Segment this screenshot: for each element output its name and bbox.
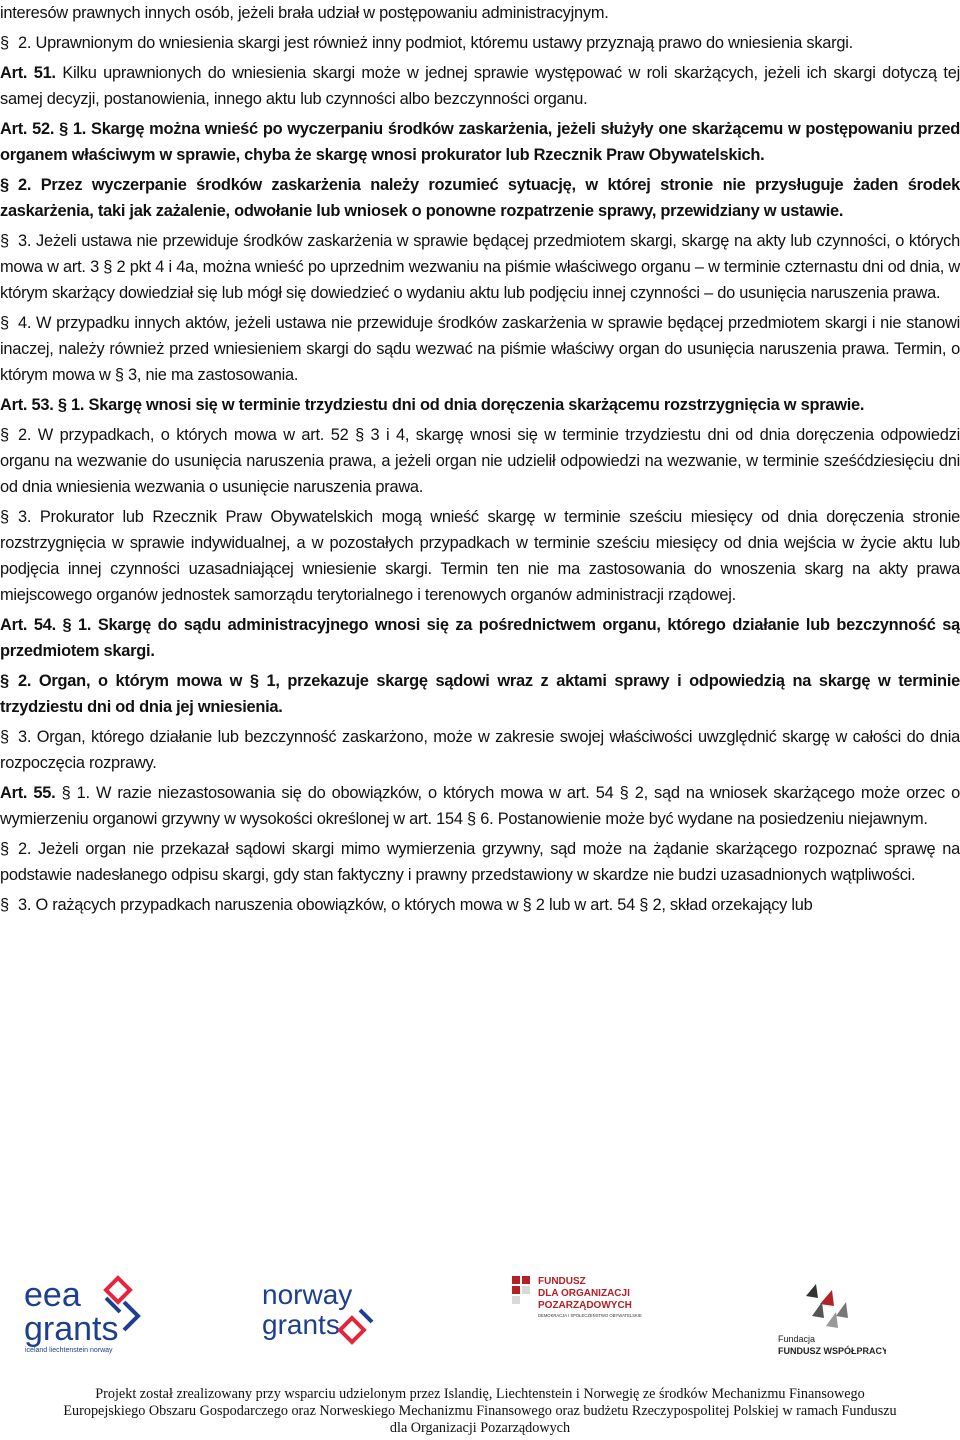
eea-logo-line2: grants [24,1310,119,1348]
fundusz-line3: POZARZĄDOWYCH [538,1300,632,1311]
paragraph-text: Skargę można wnieść po wyczerpaniu środków zaskarżenia, jeżeli służyły one skarżącemu w postępowaniu przed organem właściwym w sprawie, chyba że skargę wnosi prokurator lub Rzecznik Praw Obywatelskich. [0,120,960,164]
paragraph-prefix: 2. [18,672,32,690]
norway-logo-line2: grants [262,1309,340,1340]
paragraph-prefix: Art. 52. § 1. [0,120,87,138]
section-sign: § [0,34,9,52]
fundacja-arrows-icon [806,1284,848,1328]
section-sign: § [0,426,9,444]
norway-logo-line1: norway [262,1279,353,1310]
footer-line: Europejskiego Obszaru Gospodarczego oraz Norweskiego Mechanizmu Finansowego oraz budżetu Rzeczypospolitej Polskiej w ramach Funduszu [63,1403,897,1419]
eea-grants-logo [22,1270,152,1354]
paragraph-text: Skargę do sądu administracyjnego wnosi się za pośrednictwem organu, którego działanie lub bezczynność są przedmiotem skargi. [0,616,960,660]
paragraph-text: Jeżeli ustawa nie przewiduje środków zaskarżenia w sprawie będącej przedmiotem skargi, skargę na akty lub czynności, o których mowa w art. 3 § 2 pkt 4 i 4a, można wnieść po uprzednim wezwaniu na piśmie właściwego organu – w terminie czternastu dni od dnia, w którym skarżący dowiedział się lub mógł się dowiedzieć o wydaniu aktu lub podjęciu innej czynności – do usunięcia naruszenia prawa. [0,232,960,302]
paragraph-text: W przypadku innych aktów, jeżeli ustawa nie przewiduje środków zaskarżenia w sprawie będącej przedmiotem skargi i nie stanowi inaczej, należy również przed wniesieniem skargi do sądu wezwać na piśmie właściwy organ do usunięcia naruszenia prawa. Termin, o którym mowa w § 3, nie ma zastosowania. [0,314,960,384]
paragraph-prefix: 2. [18,426,32,444]
paragraph-text: Organ, o którym mowa w § 1, przekazuje skargę sądowi wraz z aktami sprawy i odpowiedzią na skargę w terminie trzydziestu dni od dnia jej wniesienia. [0,672,960,716]
paragraph-text: O rażących przypadkach naruszenia obowiązków, o których mowa w § 2 lub w art. 54 § 2, skład orzekający lub [35,896,813,914]
section-sign: § [0,232,9,250]
paragraph [0,60,960,112]
sponsor-logos [0,1270,960,1370]
paragraph-prefix: 3. [18,232,32,250]
section-sign: § [0,508,9,526]
paragraph [0,422,960,500]
fundacja-line1: Fundacja [778,1334,816,1344]
paragraph [0,172,960,224]
paragraph-text: Prokurator lub Rzecznik Praw Obywatelskich mogą wnieść skargę w terminie sześciu miesięcy od dnia doręczenia stronie rozstrzygnięcia w sprawie indywidualnej, a w pozostałych przypadkach w terminie sześciu miesięcy od dnia wejścia w życie aktu lub podjęcia innej czynności uzasadniającej wniesienie skargi. Termin ten nie ma zastosowania do wnoszenia skarg na akty prawa miejscowego organów jednostek samorządu terytorialnego i terenowych organów administracji rządowej. [0,508,960,604]
fundusz-line1: FUNDUSZ [538,1276,586,1287]
paragraph: interesów prawnych innych osób, jeżeli brała udział w postępowaniu administracyjnym. [0,4,609,22]
paragraph-prefix: Art. 51. [0,64,56,82]
paragraph [0,392,960,418]
paragraph-prefix: 2. [18,176,32,194]
paragraph [0,892,960,918]
section-sign: § [0,896,9,914]
eea-logo-line1: eea [24,1276,81,1314]
paragraph-prefix: Art. 55. [0,784,56,802]
fundusz-sub: DEMOKRACJA I SPOŁECZEŃSTWO OBYWATELSKIE [538,1313,642,1318]
paragraph-text: W przypadkach, o których mowa w art. 52 § 3 i 4, skargę wnosi się w terminie trzydziestu dni od dnia doręczenia odpowiedzi organu na wezwanie do usunięcia naruszenia prawa, a jeżeli organ nie udzielił odpowiedzi na wezwanie, w terminie sześćdziesięciu dni od dnia wniesienia wezwania o usunięcie naruszenia prawa. [0,426,960,496]
paragraph-text: Przez wyczerpanie środków zaskarżenia należy rozumieć sytuację, w której stronie nie przysługuje żaden środek zaskarżenia, taki jak zażalenie, odwołanie lub wniosek o ponowne rozpatrzenie sprawy, przewidziany w ustawie. [0,176,960,220]
section-sign: § [0,314,9,332]
eea-logo-sub: iceland liechtenstein norway [25,1347,113,1354]
paragraph-prefix: 4. [18,314,32,332]
section-sign: § [0,840,9,858]
paragraph [0,612,960,664]
page-footer [0,1386,960,1437]
paragraph-text: Skargę wnosi się w terminie trzydziestu dni od dnia doręczenia skarżącemu rozstrzygnięcia w sprawie. [88,396,865,414]
paragraph-prefix: 2. [18,840,32,858]
paragraph: Art. 55. § 1. W razie niezastosowania się do obowiązków, o których mowa w art. 54 § 2, sąd na wniosek skarżącego może orzec o wymierzeniu organowi grzywny w wysokości określonej w art. 154 § 6. Postanowienie może być wydane na posiedzeniu niejawnym. [0,784,960,828]
paragraph-prefix: 3. [18,728,32,746]
paragraph [0,310,960,388]
section-sign: § [0,176,9,194]
norway-cross-icon [340,1310,372,1342]
paragraph [0,116,960,168]
paragraph-prefix: 3. [18,896,32,914]
fundacja-logo [776,1276,886,1356]
paragraph-text: Kilku uprawnionych do wniesienia skargi może w jednej sprawie występować w roli skarżących, jeżeli ich skargi dotyczą tej samej decyzji, postanowienia, innego aktu lub czynności albo bezczynności organu. [0,64,960,108]
section-sign: § [0,728,9,746]
paragraph-prefix: Art. 53. § 1. [0,396,85,414]
fundacja-line2: FUNDUSZ WSPÓŁPRACY [778,1346,886,1356]
footer-line: dla Organizacji Pozarządowych [389,1420,571,1436]
norway-grants-logo [260,1274,380,1354]
paragraph [0,504,960,608]
paragraph [0,724,960,776]
section-sign: § [0,672,9,690]
paragraph-text: W razie niezastosowania się do obowiązków, o których mowa w art. 54 § 2, sąd na wniosek skarżącego może orzec o wymierzeniu organowi grzywny w wysokości określonej w art. 154 § 6. Postanowienie może być wydane na posiedzeniu niejawnym. [0,784,960,828]
fundusz-line2: DLA ORGANIZACJI [538,1288,630,1299]
paragraph [0,836,960,888]
paragraph-prefix: Art. 54. § 1. [0,616,92,634]
paragraph-prefix: 3. [18,508,32,526]
footer-line: Projekt został zrealizowany przy wsparciu udzielonym przez Islandię, Liechtenstein i Norwegię ze środków Mechanizmu Finansowego [95,1386,865,1402]
fundusz-ngo-logo [500,1270,650,1330]
paragraph [0,668,960,720]
paragraph [0,30,960,56]
paragraph-prefix: 2. [18,34,32,52]
paragraph-text: Jeżeli organ nie przekazał sądowi skargi mimo wymierzenia grzywny, sąd może na żądanie skarżącego rozpoznać sprawę na podstawie nadesłanego odpisu skargi, gdy stan faktyczny i prawny przedstawiony w skardze nie budzi uzasadnionych wątpliwości. [0,840,960,884]
paragraph-text: Organ, którego działanie lub bezczynność zaskarżono, może w zakresie swojej właściwości uwzględnić skargę w całości do dnia rozpoczęcia rozprawy. [0,728,960,772]
fundusz-mark-icon [512,1276,530,1304]
paragraph-text: Uprawnionym do wniesienia skargi jest również inny podmiot, któremu ustawy przyznają prawo do wniesienia skargi. [35,34,853,52]
paragraph [0,228,960,306]
